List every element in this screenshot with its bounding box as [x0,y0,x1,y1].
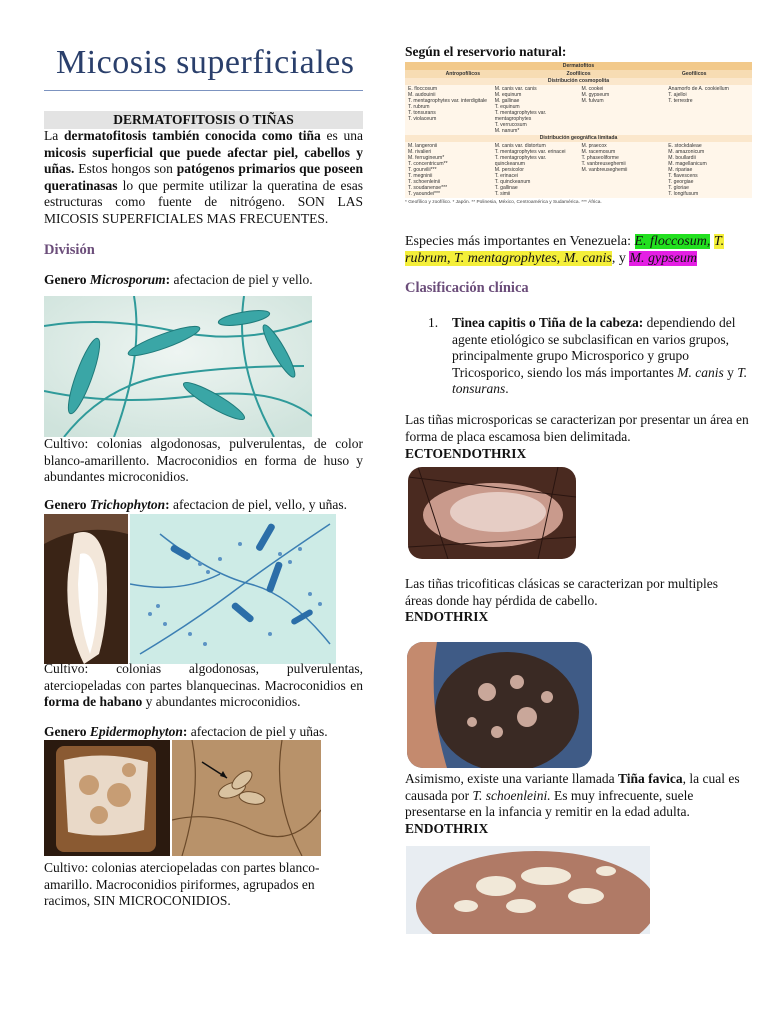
table-footnote: * Geofílico y zoofílico. * Japón. ** Polinesia, México, Centroamérica y Sudamérica. *** África. [405,200,602,205]
trichophytic-tinea-text: Las tiñas tricofiticas clásicas se caracterizan por multiples áreas donde hay pérdida de cabello. [405,576,718,608]
dermatophyte-table [405,62,752,206]
tinea-capitis-item: Tinea capitis o Tiña de la cabeza: dependiendo del agente etiológico se subclasifican en varios grupos, principalmente grupo Microsporico y grupo Tricosporico, siendo los más importantes M. canis y T. tonsurans. [452,315,748,397]
endothrix-label-1: ENDOTHRIX [405,609,489,624]
trichophyton-culture: Cultivo: colonias algodonosas, pulverulentas, aterciopeladas con partes blanquecinas. Macroconidios en forma de habano y abundantes microconidios. [44,661,363,710]
trichophytic-scalp-photo [407,642,592,768]
table-cell: E. stockdaleae M. amazonicum M. boullardii M. magellanicum M. ripariae T. flavescens T. georgiae T. gloriae T. longifusum [668,143,707,197]
ectoendothrix-label: ECTOENDOTHRIX [405,446,527,461]
column-zoophilic: Zoofílicos [566,71,591,77]
table-row [405,85,752,135]
column-anthropophilic: Antropofílicos [445,71,481,77]
column-geophilic: Geofílicos [681,71,707,77]
table-cell: M. praecox M. racemosum T. phaseoliforme T. vanbreuseghemii M. vanbreuseghemii [581,143,628,173]
band-cosmopolitan: Distribución cosmopolita [405,78,752,85]
table-cell: E. floccosum M. audouinii T. mentagrophytes var. interdigitale T. rubrum T. tonsurans T. violaceum [408,86,487,122]
microsporum-genus-line: Genero Microsporum: afectacion de piel y vello. [44,272,313,287]
microsporic-tinea-text: Las tiñas microsporicas se caracterizan por presentar un área en forma de placa escamosa bien delimitada. [405,412,749,444]
table-cell: M. canis var. canis M. equinum M. gallinae T. equinum T. mentagrophytes var. mentagrophytes T. verrucosum M. nanum* [494,86,547,134]
band-limited: Distribución geográfica limitada [405,135,752,142]
table-cell: M. cookei M. gypseum M. fulvum [581,86,610,104]
trichophyton-culture-tube [44,514,128,664]
epidermophyton-micrograph [172,740,321,856]
table-cell: Anamorfo de A. cookiellum T. ajelloi T. terrestre [668,86,729,104]
list-number: 1. [428,315,439,330]
table-cell: M. canis var. distortum T. mentagrophytes var. erinacei T. mentagrophytes var. quinckeanum M. persicolor T. erinacei T. quinckeanum T. gallinae T. simii [494,143,566,197]
microsporum-culture: Cultivo: colonias algodonosas, pulverulentas, de color blanco-amarillento. Macroconidios en forma de huso y abundantes microconidios. [44,436,363,485]
table-columns [405,70,752,78]
epidermophyton-culture: Cultivo: colonias aterciopeladas con partes blanco-amarillo. Macroconidios piriformes, agrupados en racimos, SIN MICROCONIDIOS. [44,860,320,909]
reservoir-heading: Según el reservorio natural: [405,44,567,59]
epidermophyton-culture-jar [44,740,170,856]
clinical-heading: Clasificación clínica [405,280,529,296]
table-cell: M. langeronii M. rivalieri M. ferrugineum* T. concentricum** T. gourvilii*** T. megninii T. schoenleinii T. soudanense*** T. yaoundei*** [408,143,448,197]
trichophyton-genus-line: Genero Trichophyton: afectacion de piel, vello, y uñas. [44,497,347,512]
intro-paragraph: La dermatofitosis también conocida como tiña es una micosis superficial que puede afectar piel, cabellos y uñas. Estos hongos son patógenos primarios que poseen queratinasas lo que permite utilizar la queratina de esas estructuras como fuente de nitrógeno. SON LAS MICOSIS SUPERFICIALES MAS FRECUENTES. [44,128,364,226]
microsporum-desc: afectacion de piel y vello. [170,272,313,287]
epidermophyton-genus-line: Genero Epidermophyton: afectacion de piel y uñas. [44,724,328,739]
trichophyton-micrograph [130,514,336,664]
table-header: Dermatofitos [405,62,752,70]
species-venezuela: Especies más importantes en Venezuela: E. floccosum, T. rubrum, T. mentagrophytes, M. canis, y M. gypseum [405,234,725,266]
microsporic-scalp-photo [408,467,576,559]
favic-scalp-photo [406,846,650,934]
table-row [405,142,752,198]
division-heading: División [44,242,95,258]
section-banner: DERMATOFITOSIS O TIÑAS [44,111,363,129]
microsporum-micrograph [44,296,312,437]
favica-text: Asimismo, existe una variante llamada Tiña favica, la cual es causada por T. schoenleini. Es muy infrecuente, suele presentarse en la infancia y remitir en la edad adulta. ENDOTHRIX [405,771,740,836]
title-rule [44,90,363,91]
page-title: Micosis superficiales [56,44,355,81]
